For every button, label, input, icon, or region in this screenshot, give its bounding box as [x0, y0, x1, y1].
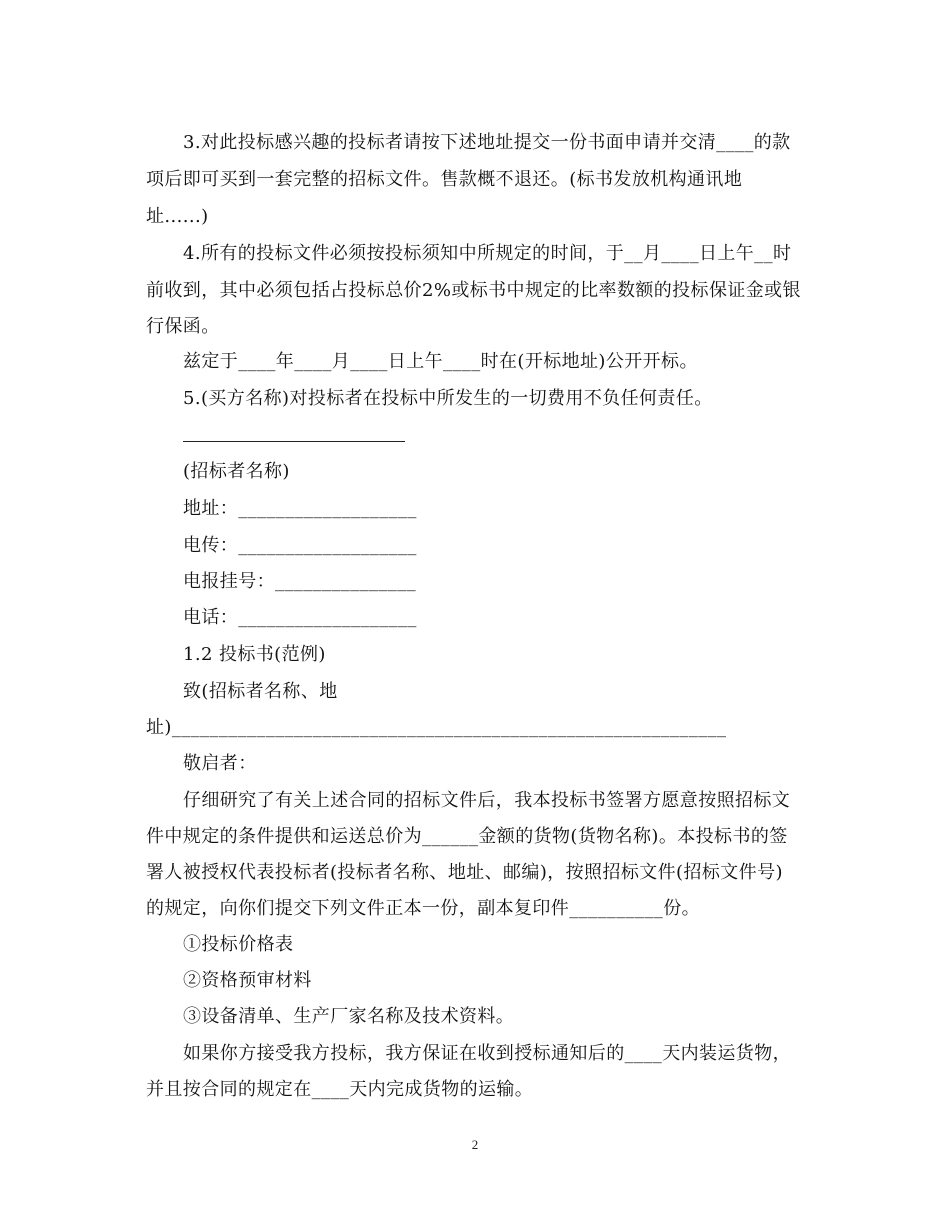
addressee-line-2: 址)___________________________________________________________: [146, 717, 727, 738]
list-item-equipment-list: ③设备清单、生产厂家名称及技术资料。: [183, 1006, 515, 1027]
paragraph-3-line-2: 项后即可买到一套完整的招标文件。售款概不退还。(标书发放机构通讯地: [146, 169, 743, 190]
telephone-field: 电话：___________________: [183, 607, 417, 628]
paragraph-5-line: 5.(买方名称)对投标者在投标中所发生的一切费用不负任何责任。: [183, 388, 713, 409]
bid-paragraph-line-2: 件中规定的条件提供和运送总价为______金额的货物(货物名称)。本投标书的签: [146, 826, 788, 847]
list-item-prequalification: ②资格预审材料: [183, 970, 312, 991]
signature-line: [183, 441, 405, 442]
paragraph-3-line-3: 址......): [146, 206, 209, 227]
list-item-price-schedule: ①投标价格表: [183, 934, 294, 955]
bid-paragraph-line-4: 的规定，向你们提交下列文件正本一份，副本复印件__________份。: [146, 898, 700, 919]
addressee-line-1: 致(招标者名称、地: [183, 681, 338, 702]
cable-address-field: 电报挂号：_______________: [183, 571, 416, 592]
delivery-paragraph-line-1: 如果你方接受我方投标，我方保证在收到授标通知后的____天内装运货物，: [183, 1043, 791, 1064]
paragraph-4-line-2: 前收到，其中必须包括占投标总价2%或标书中规定的比率数额的投标保证金或银: [146, 280, 801, 301]
address-field: 地址：___________________: [183, 498, 417, 519]
paragraph-4-line-3: 行保函。: [146, 316, 220, 337]
tenderer-name-label: (招标者名称): [183, 461, 290, 482]
opening-date-line: 兹定于____年____月____日上午____时在(开标地址)公开开标。: [183, 351, 698, 372]
paragraph-3-line-1: 3.对此投标感兴趣的投标者请按下述地址提交一份书面申请并交清____的款: [183, 132, 791, 153]
telex-field: 电传：___________________: [183, 535, 417, 556]
bid-paragraph-line-3: 署人被授权代表投标者(投标者名称、地址、邮编)，按照招标文件(招标文件号): [146, 862, 783, 883]
bid-paragraph-line-1: 仔细研究了有关上述合同的招标文件后，我本投标书签署方愿意按照招标文: [183, 790, 791, 811]
paragraph-4-line-1: 4.所有的投标文件必须按投标须知中所规定的时间，于__月____日上午__时: [183, 243, 792, 264]
page-number: 2: [471, 1137, 479, 1152]
salutation: 敬启者：: [183, 753, 257, 774]
delivery-paragraph-line-2: 并且按合同的规定在____天内完成货物的运输。: [146, 1079, 534, 1100]
section-heading: 1.2 投标书(范例): [183, 644, 326, 665]
